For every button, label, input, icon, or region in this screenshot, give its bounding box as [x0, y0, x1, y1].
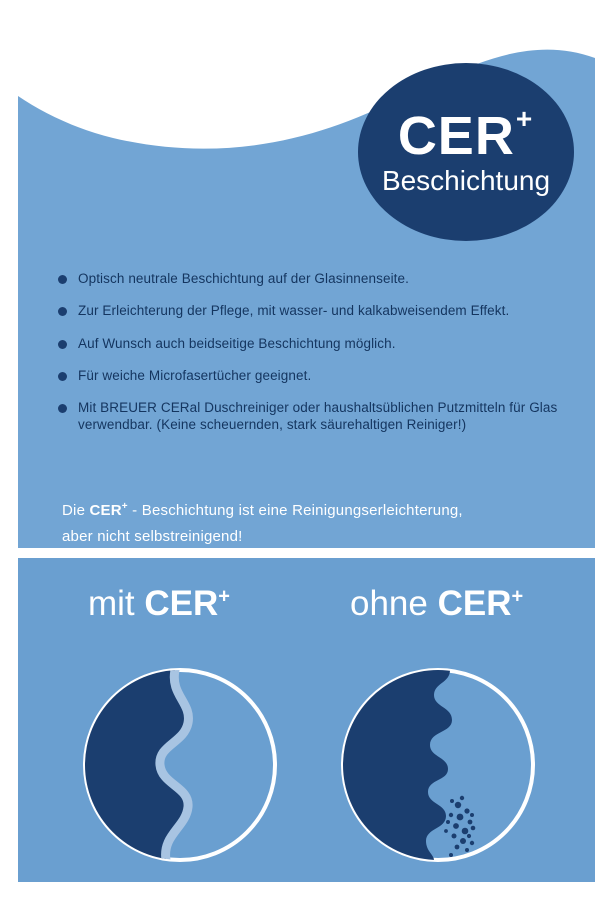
list-item	[58, 399, 568, 434]
compare-left-brand: CER	[144, 584, 219, 623]
compare-right-superscript: +	[511, 585, 524, 608]
badge-title-text: CER	[397, 106, 515, 166]
claim-line-2: aber nicht selbstreinigend!	[62, 528, 243, 546]
bullet-dot-icon	[58, 404, 67, 413]
badge-title	[397, 103, 534, 166]
compare-right-prefix: ohne	[350, 584, 438, 623]
claim-brand: CER	[89, 502, 122, 519]
list-item	[58, 270, 568, 287]
list-item-label: Auf Wunsch auch beidseitige Beschichtung möglich.	[78, 335, 396, 351]
compare-left-superscript: +	[218, 585, 230, 608]
feature-list	[58, 270, 568, 449]
bullet-dot-icon	[58, 307, 67, 316]
cer-badge	[358, 63, 574, 241]
list-item-label: Zur Erleichterung der Pflege, mit wasser- und kalkabweisendem Effekt.	[78, 303, 510, 319]
bullet-dot-icon	[58, 340, 67, 349]
bullet-dot-icon	[58, 275, 67, 284]
illustration-with-coating	[80, 665, 280, 865]
compare-left-prefix: mit	[88, 584, 145, 623]
list-item	[58, 335, 568, 352]
illustration-without-coating	[338, 665, 538, 865]
bullet-dot-icon	[58, 372, 67, 381]
claim-suffix: - Beschichtung ist eine Reinigungserleichterung,	[127, 502, 463, 519]
list-item	[58, 367, 568, 384]
compare-right-brand: CER	[437, 584, 512, 623]
badge-superscript: +	[515, 103, 534, 134]
list-item	[58, 302, 568, 319]
compare-title-right	[350, 586, 523, 621]
list-item-label: Optisch neutrale Beschichtung auf der Glasinnenseite.	[78, 271, 409, 286]
claim-block	[62, 498, 572, 548]
list-item-label: Für weiche Microfasertücher geeignet.	[78, 367, 312, 383]
claim-prefix: Die	[62, 502, 90, 519]
panel-divider	[18, 548, 595, 558]
with-coating-icon	[80, 665, 280, 865]
top-panel	[18, 18, 595, 548]
claim-superscript: +	[121, 501, 128, 512]
compare-title-left	[88, 586, 230, 621]
bottom-panel	[18, 558, 595, 882]
list-item-label: Mit BREUER CERal Duschreiniger oder haushaltsüblichen Putzmitteln für Glas verwendbar. (Keine scheuernden, stark säurehaltigen Reiniger!)	[78, 400, 558, 433]
badge-subtitle: Beschichtung	[381, 165, 551, 196]
claim-line-1	[62, 498, 572, 524]
without-coating-icon	[338, 665, 538, 865]
